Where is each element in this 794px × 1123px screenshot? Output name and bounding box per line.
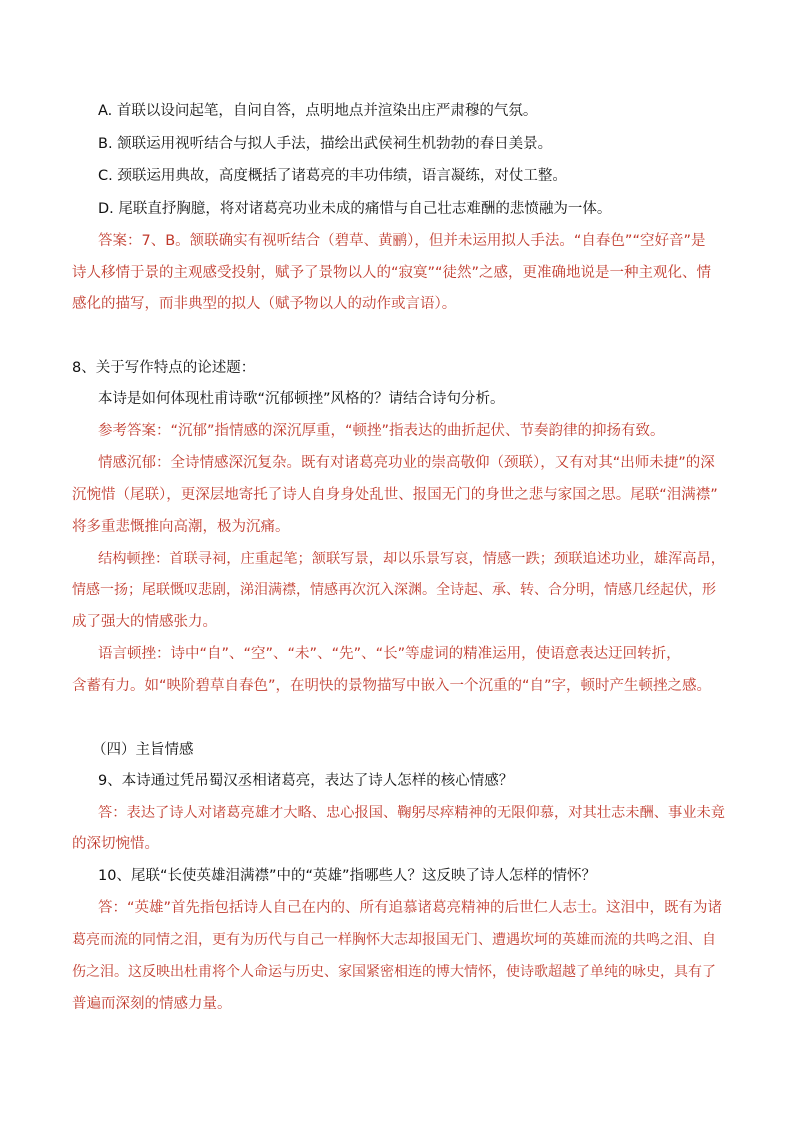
answer-7-line: 诗人移情于景的主观感受投射，赋予了景物以人的“寂寞”“徒然”之感，更准确地说是一种主观化、情 bbox=[72, 265, 712, 281]
option-d: D. 尾联直抒胸臆，将对诸葛亮功业未成的痛惜与自己壮志难酬的悲愤融为一体。 bbox=[98, 201, 612, 217]
q9-answer-line: 的深切惋惜。 bbox=[72, 836, 159, 852]
q10-question: 10、尾联“长使英雄泪满襟”中的“英雄”指哪些人？这反映了诗人怎样的情怀？ bbox=[98, 868, 596, 884]
q8-emotion-line: 将多重悲慨推向高潮，极为沉痛。 bbox=[72, 519, 290, 535]
section-4-heading: （四）主旨情感 bbox=[92, 742, 194, 758]
option-c: C. 颈联运用典故，高度概括了诸葛亮的丰功伟绩，语言凝练，对仗工整。 bbox=[98, 168, 567, 184]
option-b: B. 颔联运用视听结合与拟人手法，描绘出武侯祠生机勃勃的春日美景。 bbox=[98, 136, 553, 152]
q8-emotion-line: 沉惋惜（尾联），更深层地寄托了诗人自身身处乱世、报国无门的身世之悲与家国之思。尾联“泪满襟” bbox=[72, 487, 718, 503]
option-a: A. 首联以设问起笔，自问自答，点明地点并渲染出庄严肃穆的气氛。 bbox=[98, 103, 538, 119]
q8-language-line: 语言顿挫：诗中“自”、“空”、“未”、“先”、“长”等虚词的精准运用，使语意表达迂回转折， bbox=[98, 646, 681, 662]
q8-reference-answer: 参考答案：“沉郁”指情感的深沉厚重，“顿挫”指表达的曲折起伏、节奏韵律的抑扬有致。 bbox=[98, 423, 665, 439]
answer-7-line: 感化的描写，而非典型的拟人（赋予物以人的动作或言语）。 bbox=[72, 296, 457, 312]
q8-structure-line: 情感一扬；尾联慨叹悲剧，涕泪满襟，情感再次沉入深渊。全诗起、承、转、合分明，情感几经起伏，形 bbox=[72, 582, 716, 598]
q8-question: 本诗是如何体现杜甫诗歌“沉郁顿挫”风格的？请结合诗句分析。 bbox=[98, 391, 505, 407]
q10-answer-line: 伤之泪。这反映出杜甫将个人命运与历史、家国紧密相连的博大情怀，使诗歌超越了单纯的咏史，具有了 bbox=[72, 964, 716, 980]
q10-answer-line: 普遍而深刻的情感力量。 bbox=[72, 996, 232, 1012]
q10-answer-line: 葛亮而流的同情之泪，更有为历代与自己一样胸怀大志却报国无门、遭遇坎坷的英雄而流的共鸣之泪、自 bbox=[72, 932, 716, 948]
q10-answer-line: 答：“英雄”首先指包括诗人自己在内的、所有追慕诸葛亮精神的后世仁人志士。这泪中，既有为诸 bbox=[98, 900, 723, 916]
q8-emotion-line: 情感沉郁：全诗情感深沉复杂。既有对诸葛亮功业的崇高敬仰（颈联），又有对其“出师未捷”的深 bbox=[98, 455, 715, 471]
q8-structure-line: 成了强大的情感张力。 bbox=[72, 614, 217, 630]
q9-question: 9、本诗通过凭吊蜀汉丞相诸葛亮，表达了诗人怎样的核心情感？ bbox=[98, 773, 514, 789]
q9-answer-line: 答：表达了诗人对诸葛亮雄才大略、忠心报国、鞠躬尽瘁精神的无限仰慕，对其壮志未酬、事业未竟 bbox=[98, 805, 726, 821]
q8-structure-line: 结构顿挫：首联寻祠，庄重起笔；颔联写景，却以乐景写哀，情感一跌；颈联追述功业，雄浑高昂， bbox=[98, 551, 726, 567]
answer-7-line: 答案：7、B。颔联确实有视听结合（碧草、黄鹂），但并未运用拟人手法。“自春色”“空好音”是 bbox=[98, 233, 706, 249]
q8-language-line: 含蓄有力。如“映阶碧草自春色”，在明快的景物描写中嵌入一个沉重的“自”字，顿时产生顿挫之感。 bbox=[72, 678, 712, 694]
q8-heading: 8、关于写作特点的论述题： bbox=[72, 360, 256, 376]
